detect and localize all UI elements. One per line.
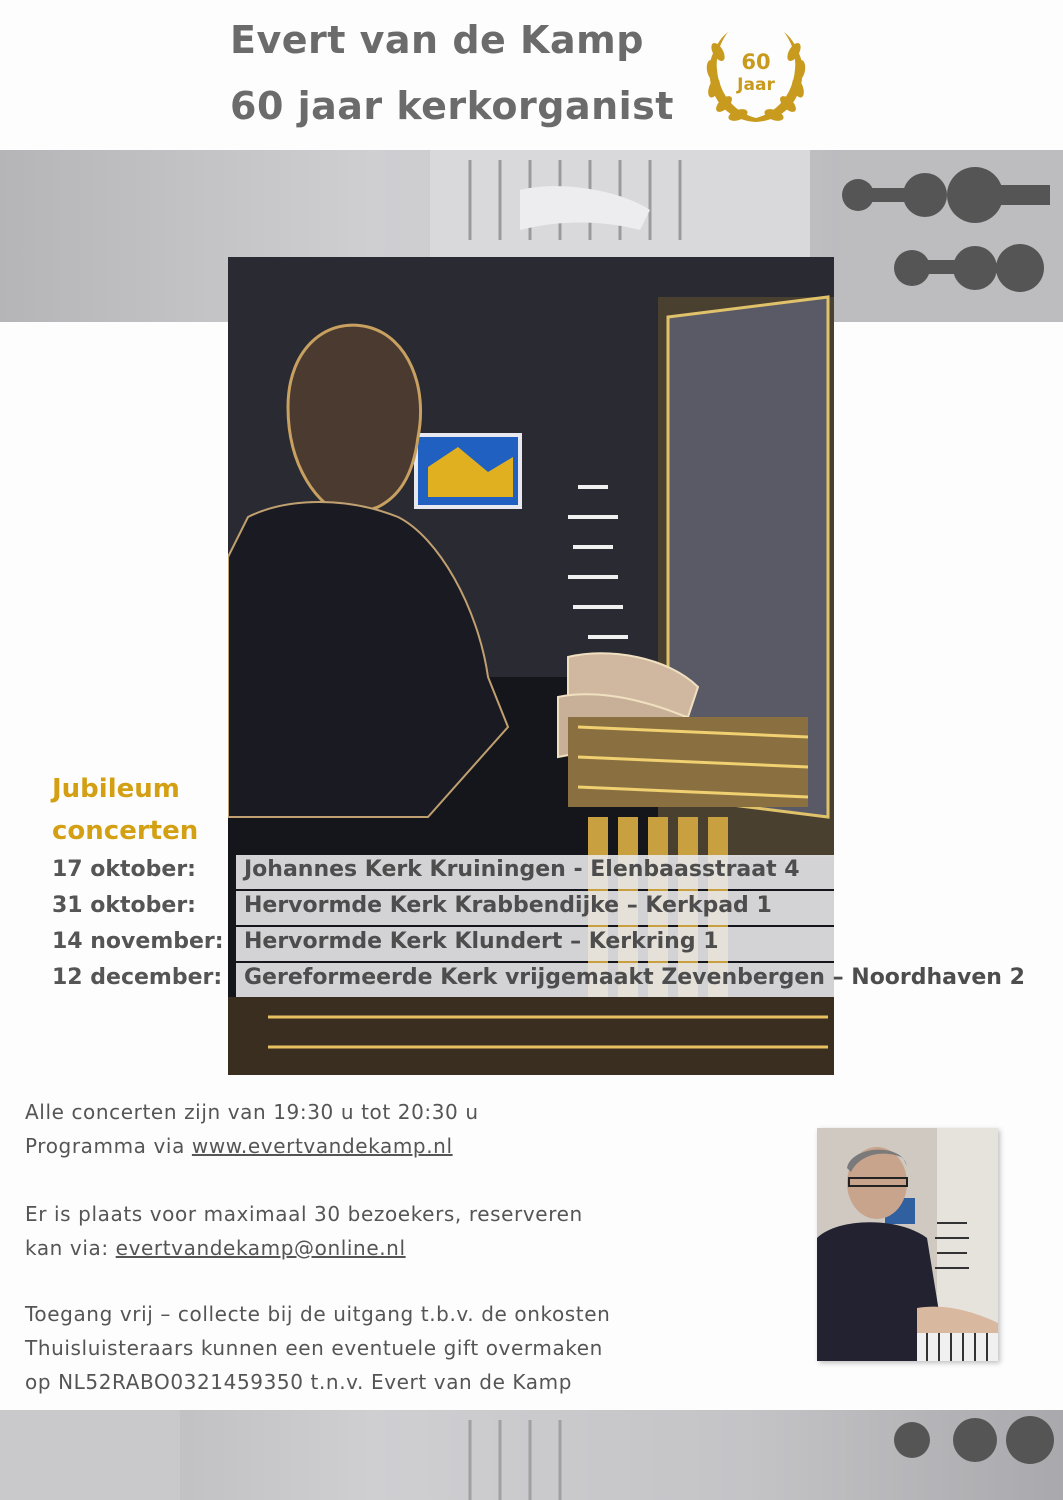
organ-photo-band-bottom [0,1410,1063,1500]
title-line-1: Evert van de Kamp [230,18,644,62]
concert-times: Alle concerten zijn van 19:30 u tot 20:30 u [25,1100,479,1124]
concert-date: 12 december: [52,965,223,990]
organist-portrait-photo [817,1128,998,1361]
badge-number: 60 [741,50,771,74]
capacity-line-1: Er is plaats voor maximaal 30 bezoekers, reserveren [25,1202,583,1226]
email-link[interactable]: evertvandekamp@online.nl [115,1236,406,1260]
capacity-prefix: kan via: [25,1236,116,1260]
program-prefix: Programma via [25,1134,192,1158]
concert-venue: Hervormde Kerk Krabbendijke – Kerkpad 1 [244,893,772,918]
title-line-2: 60 jaar kerkorganist [230,84,674,128]
program-line [25,1134,453,1158]
concert-date: 14 november: [52,929,224,954]
entry-line-1: Toegang vrij – collecte bij de uitgang t.b.v. de onkosten [25,1302,611,1326]
concert-venue: Hervormde Kerk Klundert – Kerkring 1 [244,929,719,954]
jubilee-heading-line-1: Jubileum [52,774,180,804]
jubilee-heading-line-2: concerten [52,816,199,846]
badge-unit: Jaar [737,75,775,95]
entry-line-3: op NL52RABO0321459350 t.n.v. Evert van de Kamp [25,1370,573,1394]
concert-venue: Johannes Kerk Kruiningen - Elenbaasstraat 4 [244,857,800,882]
concert-date: 17 oktober: [52,857,196,882]
capacity-line-2 [25,1236,406,1260]
concert-venue: Gereformeerde Kerk vrijgemaakt Zevenbergen – Noordhaven 2 [244,965,1025,990]
concert-date: 31 oktober: [52,893,196,918]
website-link[interactable]: www.evertvandekamp.nl [191,1134,453,1158]
entry-line-2: Thuisluisteraars kunnen een eventuele gift overmaken [25,1336,603,1360]
jubilee-badge [694,22,818,132]
